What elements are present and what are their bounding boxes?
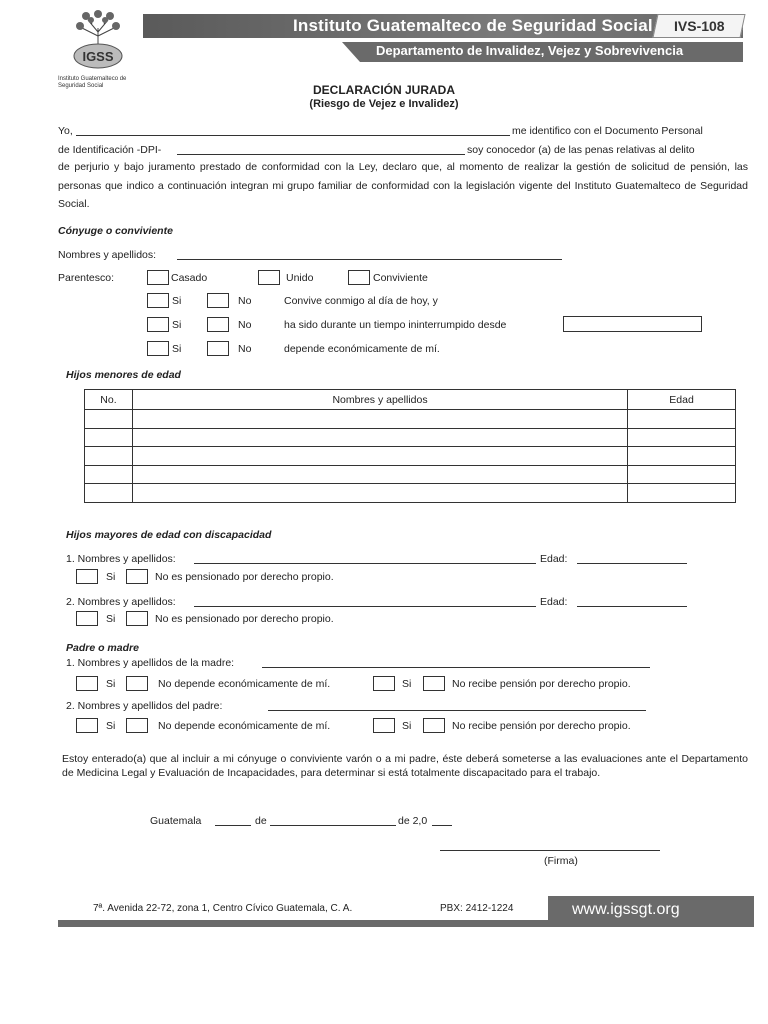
father-yes-pension-checkbox[interactable] [373,718,395,733]
mother-yes-depend-label: Si [106,678,116,690]
table-row [85,484,736,503]
kinship-label: Parentesco: [58,272,115,284]
form-code: IVS-108 [673,18,725,34]
disabled-heading: Hijos mayores de edad con discapacidad [66,529,272,541]
q3-yes-checkbox[interactable] [147,341,169,356]
cell-age[interactable] [628,465,736,484]
department-name: Departamento de Invalidez, Vejez y Sobrevivencia [376,43,684,58]
q2-yes-checkbox[interactable] [147,317,169,332]
igss-logo [58,8,138,70]
minors-header-row [85,390,736,410]
disabled-1-yes-label: Si [106,571,116,583]
de-label-1: de [255,815,267,827]
cell-no[interactable] [85,465,133,484]
disabled-2-no-checkbox[interactable] [126,611,148,626]
cell-no[interactable] [85,410,133,429]
cell-names[interactable] [132,428,627,447]
disabled-2-no-text: No es pensionado por derecho propio. [155,613,334,625]
mother-yes-pension-label: Si [402,678,412,690]
disabled-1-no-text: No es pensionado por derecho propio. [155,571,334,583]
conviviente-checkbox[interactable] [348,270,370,285]
disabled-2-name-line[interactable] [194,606,536,607]
table-row [85,465,736,484]
q1-no-checkbox[interactable] [207,293,229,308]
father-yes-pension-label: Si [402,720,412,732]
unido-label: Unido [286,272,314,284]
identify-text: me identifico con el Documento Personal [512,125,703,137]
signature-line[interactable] [440,850,660,851]
q2-no-checkbox[interactable] [207,317,229,332]
spouse-names-label: Nombres y apellidos: [58,249,157,261]
cell-age[interactable] [628,410,736,429]
yo-label: Yo, [58,125,73,137]
disabled-2-label: 2. Nombres y apellidos: [66,596,176,608]
q1-text: Convive conmigo al día de hoy, y [284,295,438,307]
logo-text: IGSS [82,49,114,64]
footer-web[interactable]: www.igssgt.org [572,901,680,918]
cell-names[interactable] [132,484,627,503]
footer-phone: PBX: 2412-1224 [440,903,514,914]
col-age: Edad [628,390,736,410]
dpi-input-line[interactable] [177,154,465,155]
spouse-names-line[interactable] [177,259,562,260]
city-label: Guatemala [150,815,202,827]
document-subtitle: (Riesgo de Vejez e Invalidez) [309,98,459,110]
col-no: No. [85,390,133,410]
footer-address: 7ª. Avenida 22-72, zona 1, Centro Cívico Guatemala, C. A. [93,903,353,914]
mother-no-pension-checkbox[interactable] [423,676,445,691]
since-date-field[interactable] [563,316,702,332]
disabled-2-yes-label: Si [106,613,116,625]
de-label-2: de 2,0 [398,815,428,827]
disabled-1-label: 1. Nombres y apellidos: [66,553,176,565]
table-row [85,410,736,429]
disabled-2-yes-checkbox[interactable] [76,611,98,626]
q2-no-label: No [238,319,252,331]
cell-no[interactable] [85,447,133,466]
minors-table [84,389,736,503]
footer-web-banner [548,896,754,927]
cell-names[interactable] [132,447,627,466]
mother-no-depend-checkbox[interactable] [126,676,148,691]
mother-yes-depend-checkbox[interactable] [76,676,98,691]
disabled-2-age-line[interactable] [577,606,687,607]
disabled-1-age-label: Edad: [540,553,568,565]
aware-text: soy conocedor (a) de las penas relativas al delito [467,144,695,156]
dpi-label: de Identificación -DPI- [58,144,162,156]
department-banner [360,42,743,62]
cell-age[interactable] [628,447,736,466]
cell-age[interactable] [628,428,736,447]
mother-name-line[interactable] [262,667,650,668]
spouse-heading: Cónyuge o conviviente [58,225,173,237]
document-title: DECLARACIÓN JURADA [312,83,455,97]
disabled-1-no-checkbox[interactable] [126,569,148,584]
logo-caption: Instituto Guatemalteco de Seguridad Social [58,76,127,89]
year-line[interactable] [432,825,452,826]
table-row [85,447,736,466]
footer-bar [58,920,548,927]
q2-yes-label: Si [172,319,182,331]
signature-label: (Firma) [544,855,578,867]
institute-banner [143,14,743,38]
casado-label: Casado [171,272,208,284]
conviviente-label: Conviviente [373,272,428,284]
father-no-pension-checkbox[interactable] [423,718,445,733]
q1-no-label: No [238,295,252,307]
cell-no[interactable] [85,428,133,447]
father-name-line[interactable] [268,710,646,711]
mother-no-pension-text: No recibe pensión por derecho propio. [452,678,631,690]
day-line[interactable] [215,825,251,826]
tree-seal-icon [58,8,138,70]
q3-no-label: No [238,343,252,355]
col-names: Nombres y apellidos [132,390,627,410]
intro-paragraph: de perjurio y bajo juramento prestado de conformidad con la Ley, declaro que, al momento de realizar la gestión de solicitud de pensión, las personas que indico a continuación integran mi grupo familiar de conformidad con la legislación vigente del Instituto Guatemalteco de Seguridad Social. [58,161,748,210]
mother-label: 1. Nombres y apellidos de la madre: [66,657,235,669]
disabled-1-yes-checkbox[interactable] [76,569,98,584]
cell-names[interactable] [132,410,627,429]
q3-no-checkbox[interactable] [207,341,229,356]
cell-names[interactable] [132,465,627,484]
mother-no-depend-text: No depende económicamente de mí. [158,678,331,690]
casado-checkbox[interactable] [147,270,169,285]
institute-name: Instituto Guatemalteco de Seguridad Social [293,16,653,35]
parents-heading: Padre o madre [66,642,139,654]
table-row [85,428,736,447]
mother-yes-pension-checkbox[interactable] [373,676,395,691]
disabled-2-age-label: Edad: [540,596,568,608]
father-yes-depend-checkbox[interactable] [76,718,98,733]
father-yes-depend-label: Si [106,720,116,732]
name-input-line[interactable] [76,135,510,136]
q1-yes-checkbox[interactable] [147,293,169,308]
month-line[interactable] [270,825,396,826]
father-label: 2. Nombres y apellidos del padre: [66,700,223,712]
q2-text: ha sido durante un tiempo ininterrumpido desde [284,319,507,331]
father-no-pension-text: No recibe pensión por derecho propio. [452,720,631,732]
unido-checkbox[interactable] [258,270,280,285]
notice-paragraph: Estoy enterado(a) que al incluir a mi cónyuge o conviviente varón o a mi padre, éste deberá someterse a las evaluaciones ante el Departamento de Medicina Legal y Evaluación de Incapacidades, para determinar si está totalmente discapacitado para el trabajo. [62,753,748,779]
q3-text: depende económicamente de mí. [284,343,440,355]
father-no-depend-checkbox[interactable] [126,718,148,733]
cell-no[interactable] [85,484,133,503]
form-code-badge [652,14,745,38]
disabled-1-name-line[interactable] [194,563,536,564]
q3-yes-label: Si [172,343,182,355]
father-no-depend-text: No depende económicamente de mí. [158,720,331,732]
q1-yes-label: Si [172,295,182,307]
cell-age[interactable] [628,484,736,503]
minors-heading: Hijos menores de edad [66,369,181,381]
disabled-1-age-line[interactable] [577,563,687,564]
